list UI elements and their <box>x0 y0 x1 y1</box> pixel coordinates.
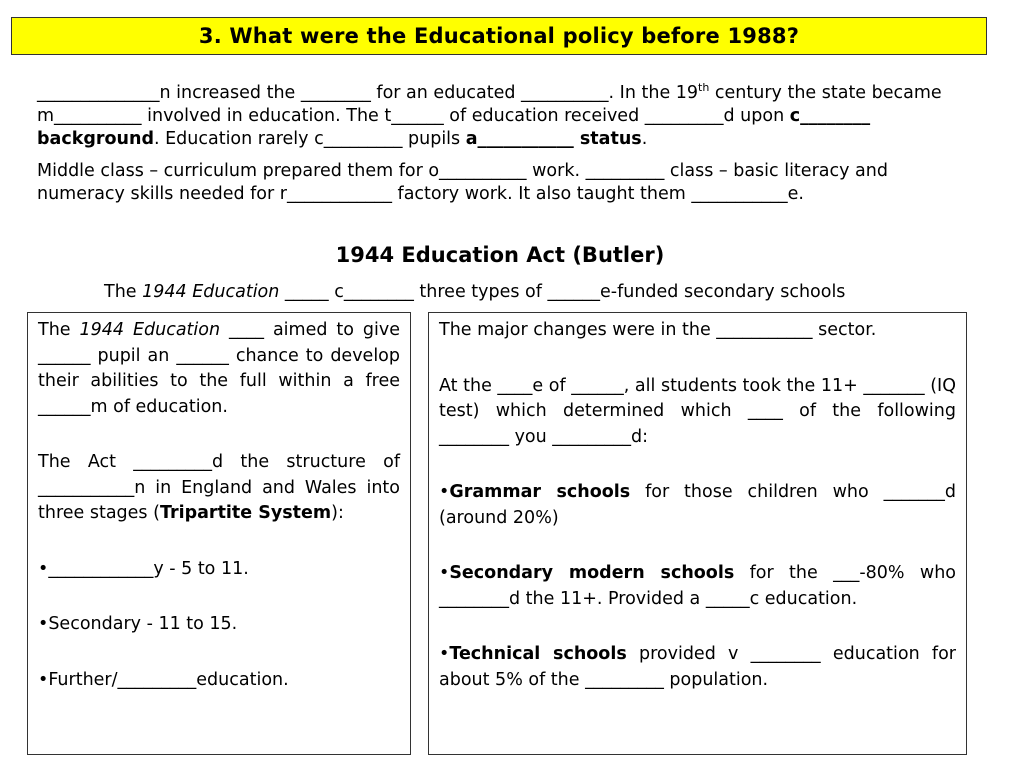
intro-segment: ______________n increased the ________ for an educated __________. In the 19 <box>37 82 699 103</box>
right-box <box>428 312 967 755</box>
left-p2-prefix: The Act _________d the structure of ___________n in England and Wales into three stages ( <box>38 452 400 523</box>
stage-item-secondary: •Secondary - 11 to 15. <box>38 614 238 634</box>
act-sub-rest: _____ c________ three types of ______e-funded secondary schools <box>279 282 846 302</box>
intro-section <box>37 76 967 215</box>
secondary-modern-text: for the ___-80% who ________d the 11+. Provided a _____c education. <box>439 563 957 609</box>
right-paragraph-2: At the ____e of ______, all students took the 11+ _______ (IQ test) which determined which ____ of the following ________ you _________d: <box>439 375 956 447</box>
act-subtitle <box>104 282 1024 302</box>
technical-schools-text: provided v ________ education for about 5% of the _________ population. <box>439 644 956 690</box>
left-p2-suffix: ): <box>331 503 344 523</box>
intro-paragraph-1 <box>37 76 967 151</box>
bullet-icon: • <box>439 644 450 664</box>
intro-segment: c________ background <box>37 105 871 149</box>
technical-schools-item <box>439 642 956 693</box>
stage-item-further: •Further/_________education. <box>38 669 289 690</box>
bullet-icon: • <box>439 482 450 502</box>
intro-segment: th <box>698 81 710 94</box>
left-p1-prefix: The <box>38 320 80 340</box>
bullet-icon: • <box>439 563 450 583</box>
right-paragraph-1: The major changes were in the ___________ sector. <box>439 320 877 340</box>
secondary-modern-item <box>439 561 956 612</box>
left-box <box>27 312 411 755</box>
grammar-schools-item <box>439 480 956 531</box>
tripartite-system-label: Tripartite System <box>159 503 332 523</box>
act-heading: 1944 Education Act (Butler) <box>335 243 665 267</box>
intro-segment: a___________ status <box>465 128 642 149</box>
intro-paragraph-2: Middle class – curriculum prepared them for o__________ work. _________ class – basic literacy and numeracy skills needed for r____________ factory work. It also taught them ___________e. <box>37 160 888 204</box>
intro-segment: . <box>641 128 648 149</box>
left-p1-rest: ____ aimed to give ______ pupil an ______ chance to develop their abilities to the full within a free ______m of education. <box>38 320 400 417</box>
intro-segment: century the state became m__________ involved in education. The t______ of education received _________d upon <box>37 82 942 126</box>
grammar-schools-label: Grammar schools <box>449 482 631 502</box>
stage-item-primary: •____________y - 5 to 11. <box>38 558 249 579</box>
left-p1-italic: 1944 Education <box>79 320 221 340</box>
intro-segment: . Education rarely c_________ pupils <box>153 128 466 149</box>
page-title: 3. What were the Educational policy before 1988? <box>198 24 800 48</box>
secondary-modern-label: Secondary modern schools <box>449 563 735 583</box>
title-banner <box>11 17 987 55</box>
act-sub-prefix: The <box>104 282 143 302</box>
act-sub-italic: 1944 Education <box>142 282 280 302</box>
technical-schools-label: Technical schools <box>449 644 627 664</box>
left-paragraph-1 <box>38 318 400 420</box>
left-paragraph-2 <box>38 450 400 527</box>
grammar-schools-text: for those children who _______d (around 20%) <box>439 482 956 528</box>
